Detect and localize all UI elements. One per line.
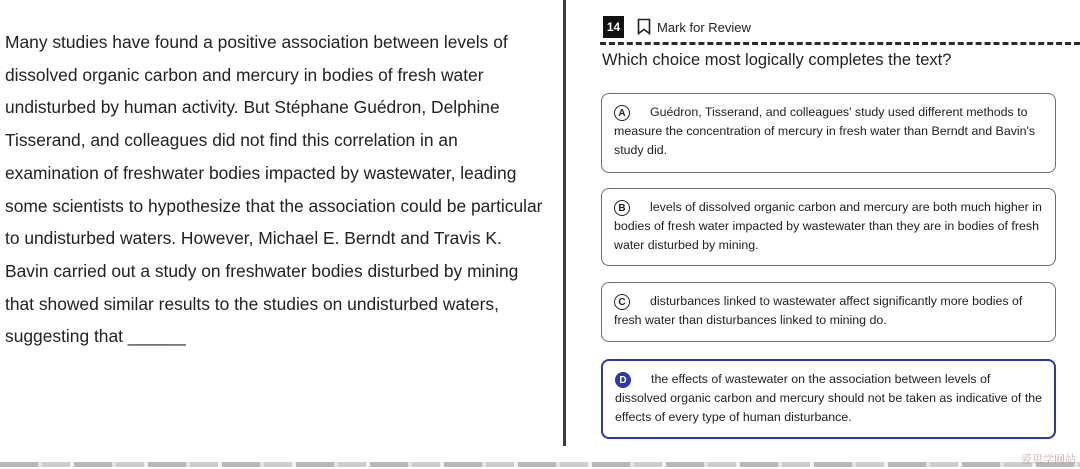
question-pane	[600, 0, 1080, 469]
option-letter-a: A	[614, 105, 630, 121]
pane-divider[interactable]	[563, 0, 566, 446]
option-text-c: disturbances linked to wastewater affect significantly more bodies of fresh water than disturbances linked to mining do.	[614, 294, 1023, 327]
answer-option-d[interactable]	[601, 359, 1056, 439]
question-header	[600, 12, 1080, 45]
question-prompt: Which choice most logically completes the text?	[602, 51, 952, 69]
answer-option-a[interactable]	[601, 93, 1056, 173]
option-letter-d: D	[615, 372, 631, 388]
option-text-a: Guédron, Tisserand, and colleagues' study used different methods to measure the concentration of mercury in fresh water than Berndt and Bavin's study did.	[614, 105, 1036, 157]
bookmark-icon[interactable]	[637, 18, 651, 35]
option-letter-c: C	[614, 294, 630, 310]
option-text-b: levels of dissolved organic carbon and mercury are both much higher in bodies of fresh water impacted by wastewater than they are in bodies of fresh water disturbed by mining.	[614, 200, 1042, 252]
watermark: 爱思学网站	[1021, 454, 1076, 466]
answer-option-c[interactable]	[601, 282, 1056, 342]
passage-text: Many studies have found a positive association between levels of dissolved organic carbon and mercury in bodies of fresh water undisturbed by human activity. But Stéphane Guédron, Delphine Tisserand, and colleagues did not find this correlation in an examination of freshwater bodies impacted by wastewater, leading some scientists to hypothesize that the association could be particular to undisturbed waters. However, Michael E. Berndt and Travis K. Bavin carried out a study on freshwater bodies disturbed by mining that showed similar results to the studies on undisturbed waters, suggesting that ______	[5, 32, 543, 347]
option-text-d: the effects of wastewater on the association between levels of dissolved organic carbon and mercury should not be taken as indicative of the effects of every type of human disturbance.	[615, 372, 1043, 424]
option-letter-b: B	[614, 200, 630, 216]
passage-pane	[5, 26, 545, 353]
mark-for-review-button[interactable]: Mark for Review	[657, 20, 751, 35]
question-number: 14	[603, 16, 624, 38]
answer-option-b[interactable]	[601, 188, 1056, 266]
